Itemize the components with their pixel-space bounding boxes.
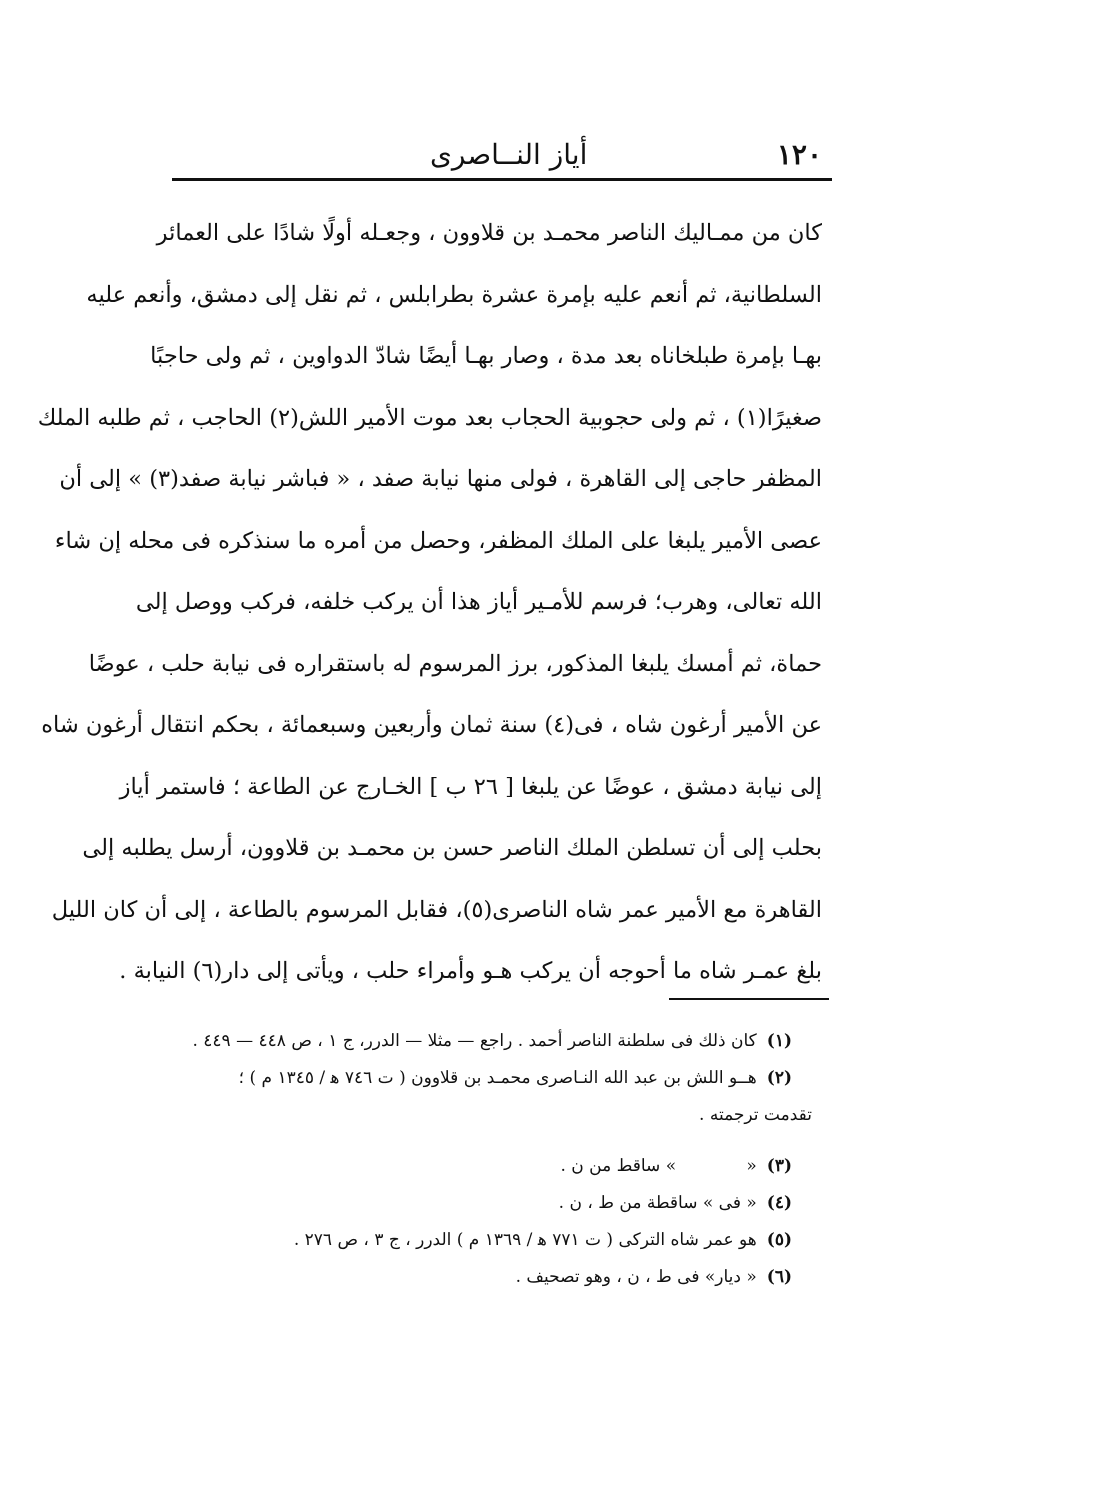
- footnote-text: هو عمر شاه التركى ( ت ٧٧١ ﻫ / ١٣٦٩ م ) الدرر ، ج ٣ ، ص ٢٧٦ .: [293, 1230, 757, 1250]
- running-title: أياز النــاصرى: [430, 138, 588, 171]
- text-line: صغيرًا(١) ، ثم ولى حجوبية الحجاب بعد موت الأمير اللش(٢) الحاجب ، ثم طلبه الملك: [37, 404, 822, 431]
- footnote-2: [160, 1060, 792, 1097]
- footnote-text: « » ساقط من ن .: [560, 1156, 757, 1176]
- footnote-text: تقدمت ترجمته .: [699, 1105, 812, 1125]
- footnote-3: [160, 1148, 792, 1185]
- text-line: حماة، ثم أمسك يلبغا المذكور، برز المرسوم له باستقراره فى نيابة حلب ، عوضًا: [88, 650, 822, 677]
- text-line: الله تعالى، وهرب؛ فرسم للأمـير أياز هذا أن يركب خلفه، فركب ووصل إلى: [135, 589, 822, 615]
- main-text: [37, 203, 822, 1003]
- text-line: كان من ممـاليك الناصر محمـد بن قلاوون ، وجعـله أولًا شادًا على العمائر: [156, 220, 822, 246]
- footnote-number: (٤): [766, 1193, 792, 1213]
- footnote-text: كان ذلك فى سلطنة الناصر أحمد . راجع — مثلا — الدرر، ج ١ ، ص ٤٤٨ — ٤٤٩ .: [192, 1031, 757, 1051]
- footnote-text: هــو اللش بن عبد الله النـاصرى محمـد بن قلاوون ( ت ٧٤٦ ﻫ / ١٣٤٥ م ) ؛: [238, 1068, 757, 1088]
- footnote-2-continuation: [160, 1097, 812, 1134]
- footnote-number: (٦): [766, 1267, 792, 1287]
- footnote-4: [160, 1185, 792, 1222]
- text-line: عصى الأمير يلبغا على الملك المظفر، وحصل من أمره ما سنذكره فى محله إن شاء: [54, 527, 822, 554]
- text-line: السلطانية، ثم أنعم عليه بإمرة عشرة بطرابلس ، ثم نقل إلى دمشق، وأنعم عليه: [86, 281, 822, 308]
- page-number: ١٢٠: [776, 138, 822, 171]
- footnote-number: (٢): [766, 1068, 792, 1088]
- text-line: بلغ عمـر شاه ما أحوجه أن يركب هـو وأمراء حلب ، ويأتى إلى دار(٦) النيابة .: [119, 958, 822, 984]
- footnote-separator: [669, 998, 829, 1000]
- footnote-number: (١): [766, 1031, 792, 1051]
- text-line: عن الأمير أرغون شاه ، فى(٤) سنة ثمان وأربعين وسبعمائة ، بحكم انتقال أرغون شاه: [41, 712, 822, 738]
- header-rule: [172, 178, 832, 181]
- text-line: بحلب إلى أن تسلطن الملك الناصر حسن بن محمـد بن قلاوون، أرسل يطلبه إلى: [82, 835, 822, 861]
- text-line: إلى نيابة دمشق ، عوضًا عن يلبغا [ ٢٦ ب ] الخـارج عن الطاعة ؛ فاستمر أياز: [119, 773, 822, 800]
- footnote-number: (٥): [766, 1230, 792, 1250]
- footnotes: [160, 1023, 812, 1296]
- text-line: المظفر حاجى إلى القاهرة ، فولى منها نيابة صفد ، « فباشر نيابة صفد(٣) » إلى أن: [59, 466, 822, 492]
- footnote-text: « ديار» فى ط ، ن ، وهو تصحيف .: [515, 1267, 757, 1287]
- footnote-6: [160, 1259, 792, 1296]
- footnote-5: [160, 1222, 792, 1259]
- text-line: بهـا بإمرة طبلخاناه بعد مدة ، وصار بهـا أيضًا شادّ الدواوين ، ثم ولى حاجبًا: [150, 343, 822, 369]
- footnote-1: [160, 1023, 792, 1060]
- text-line: القاهرة مع الأمير عمر شاه الناصرى(٥)، فقابل المرسوم بالطاعة ، إلى أن كان الليل: [51, 896, 822, 923]
- footnote-text: « فى » ساقطة من ط ، ن .: [558, 1193, 757, 1213]
- spacer: [160, 1134, 792, 1148]
- footnote-number: (٣): [766, 1156, 792, 1176]
- page-header: [172, 136, 832, 176]
